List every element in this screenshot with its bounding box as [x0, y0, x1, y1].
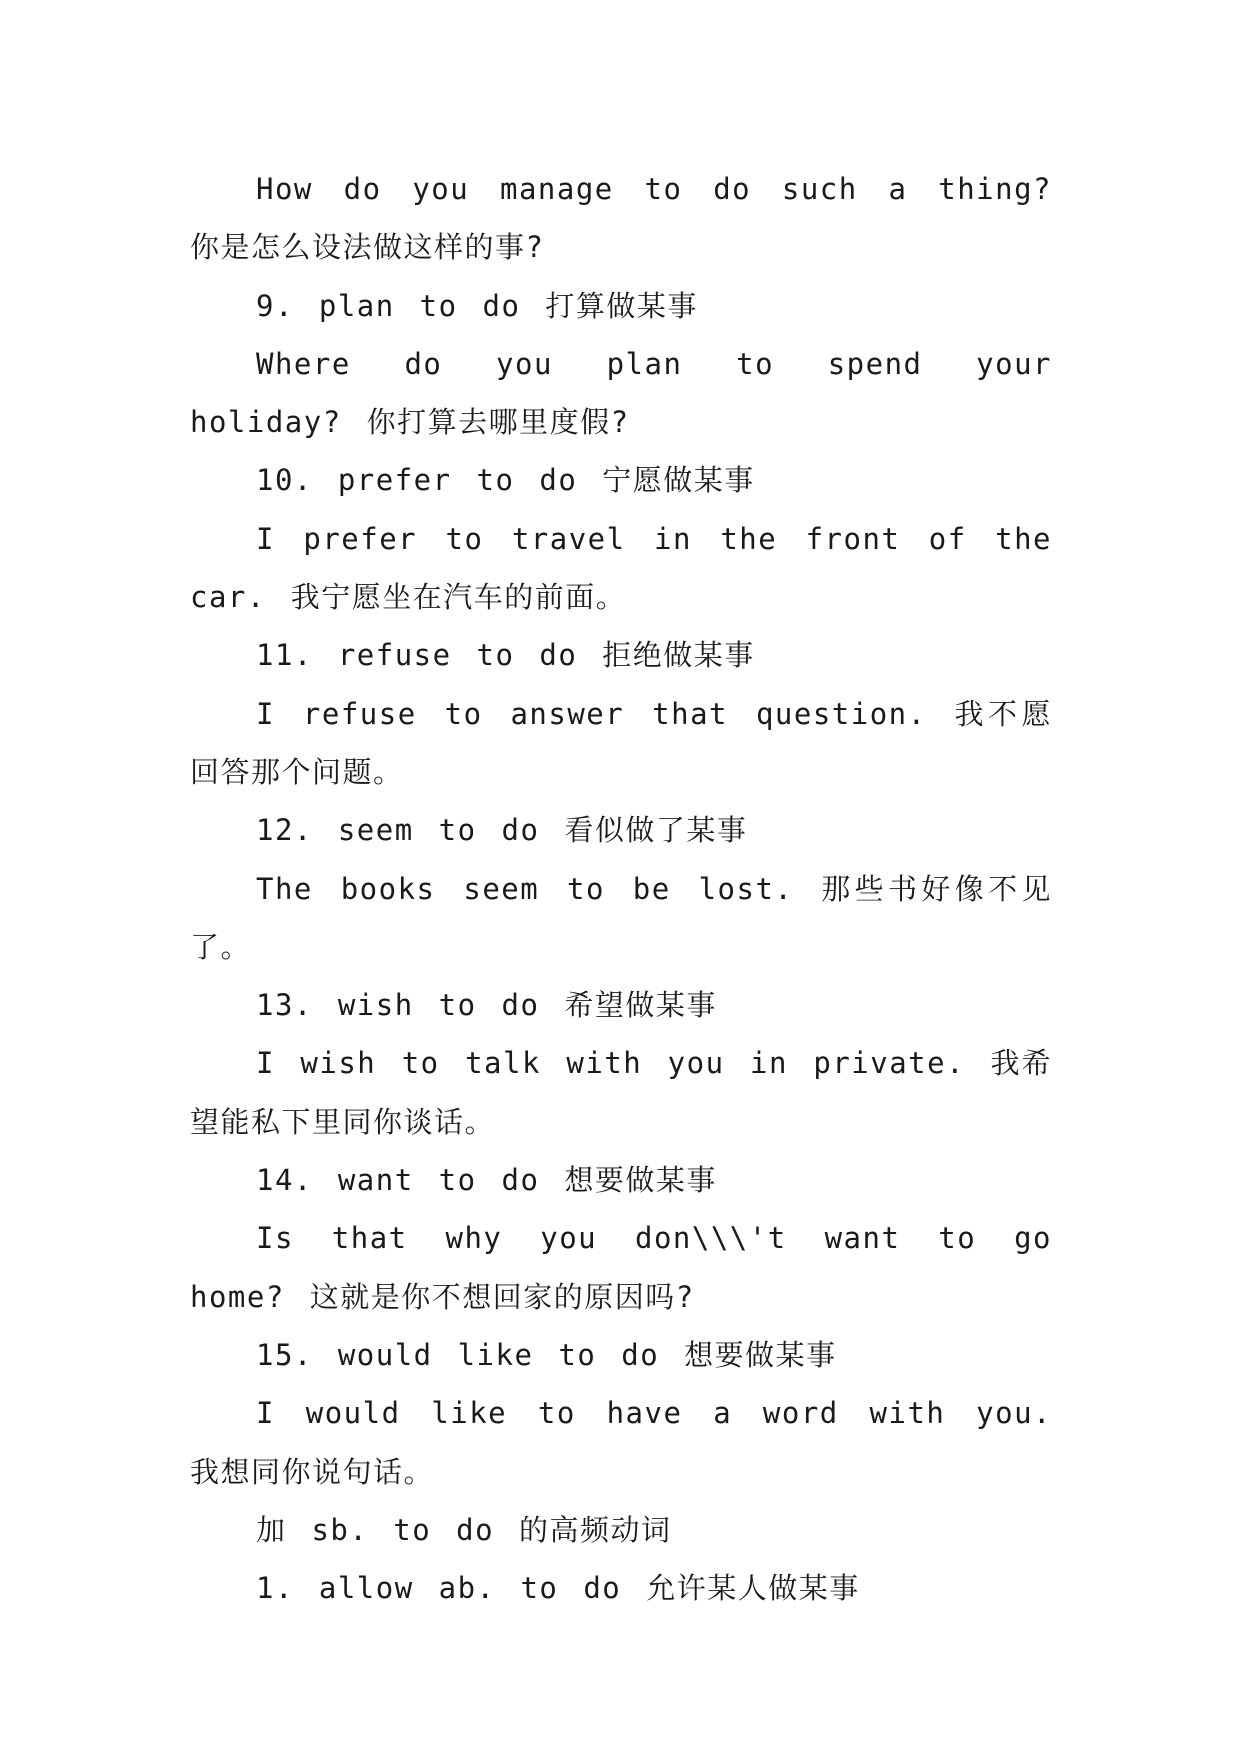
- example-sentence: The books seem to be lost. 那些书好像不见了。: [190, 871, 1052, 964]
- phrase-heading: 11. refuse to do 拒绝做某事: [256, 638, 755, 673]
- example-sentence: I prefer to travel in the front of the car. 我宁愿坐在汽车的前面。: [190, 521, 1077, 615]
- phrase-heading: 10. prefer to do 宁愿做某事: [256, 463, 755, 498]
- example-sentence: Is that why you don\\\'t want to go home? 这就是你不想回家的原因吗?: [190, 1221, 1077, 1314]
- phrase-heading: 15. would like to do 想要做某事: [256, 1337, 837, 1372]
- document-body: [190, 160, 1077, 1617]
- phrase-heading: 9. plan to do 打算做某事: [256, 288, 698, 323]
- phrase-heading: 14. want to do 想要做某事: [256, 1163, 717, 1198]
- phrase-heading: 1. allow ab. to do 允许某人做某事: [256, 1571, 860, 1606]
- section-heading: 加 sb. to do 的高频动词: [256, 1512, 672, 1547]
- phrase-heading: 12. seem to do 看似做了某事: [256, 813, 748, 848]
- example-sentence: I would like to have a word with you. 我想同你说句话。: [190, 1396, 1077, 1489]
- example-sentence: Where do you plan to spend your holiday? 你打算去哪里度假?: [190, 346, 1077, 440]
- example-sentence: How do you manage to do such a thing? 你是怎么设法做这样的事?: [190, 172, 1077, 265]
- example-sentence: I wish to talk with you in private. 我希望能私下里同你谈话。: [190, 1046, 1052, 1139]
- example-sentence: I refuse to answer that question. 我不愿回答那个问题。: [190, 696, 1052, 789]
- phrase-heading: 13. wish to do 希望做某事: [256, 988, 717, 1023]
